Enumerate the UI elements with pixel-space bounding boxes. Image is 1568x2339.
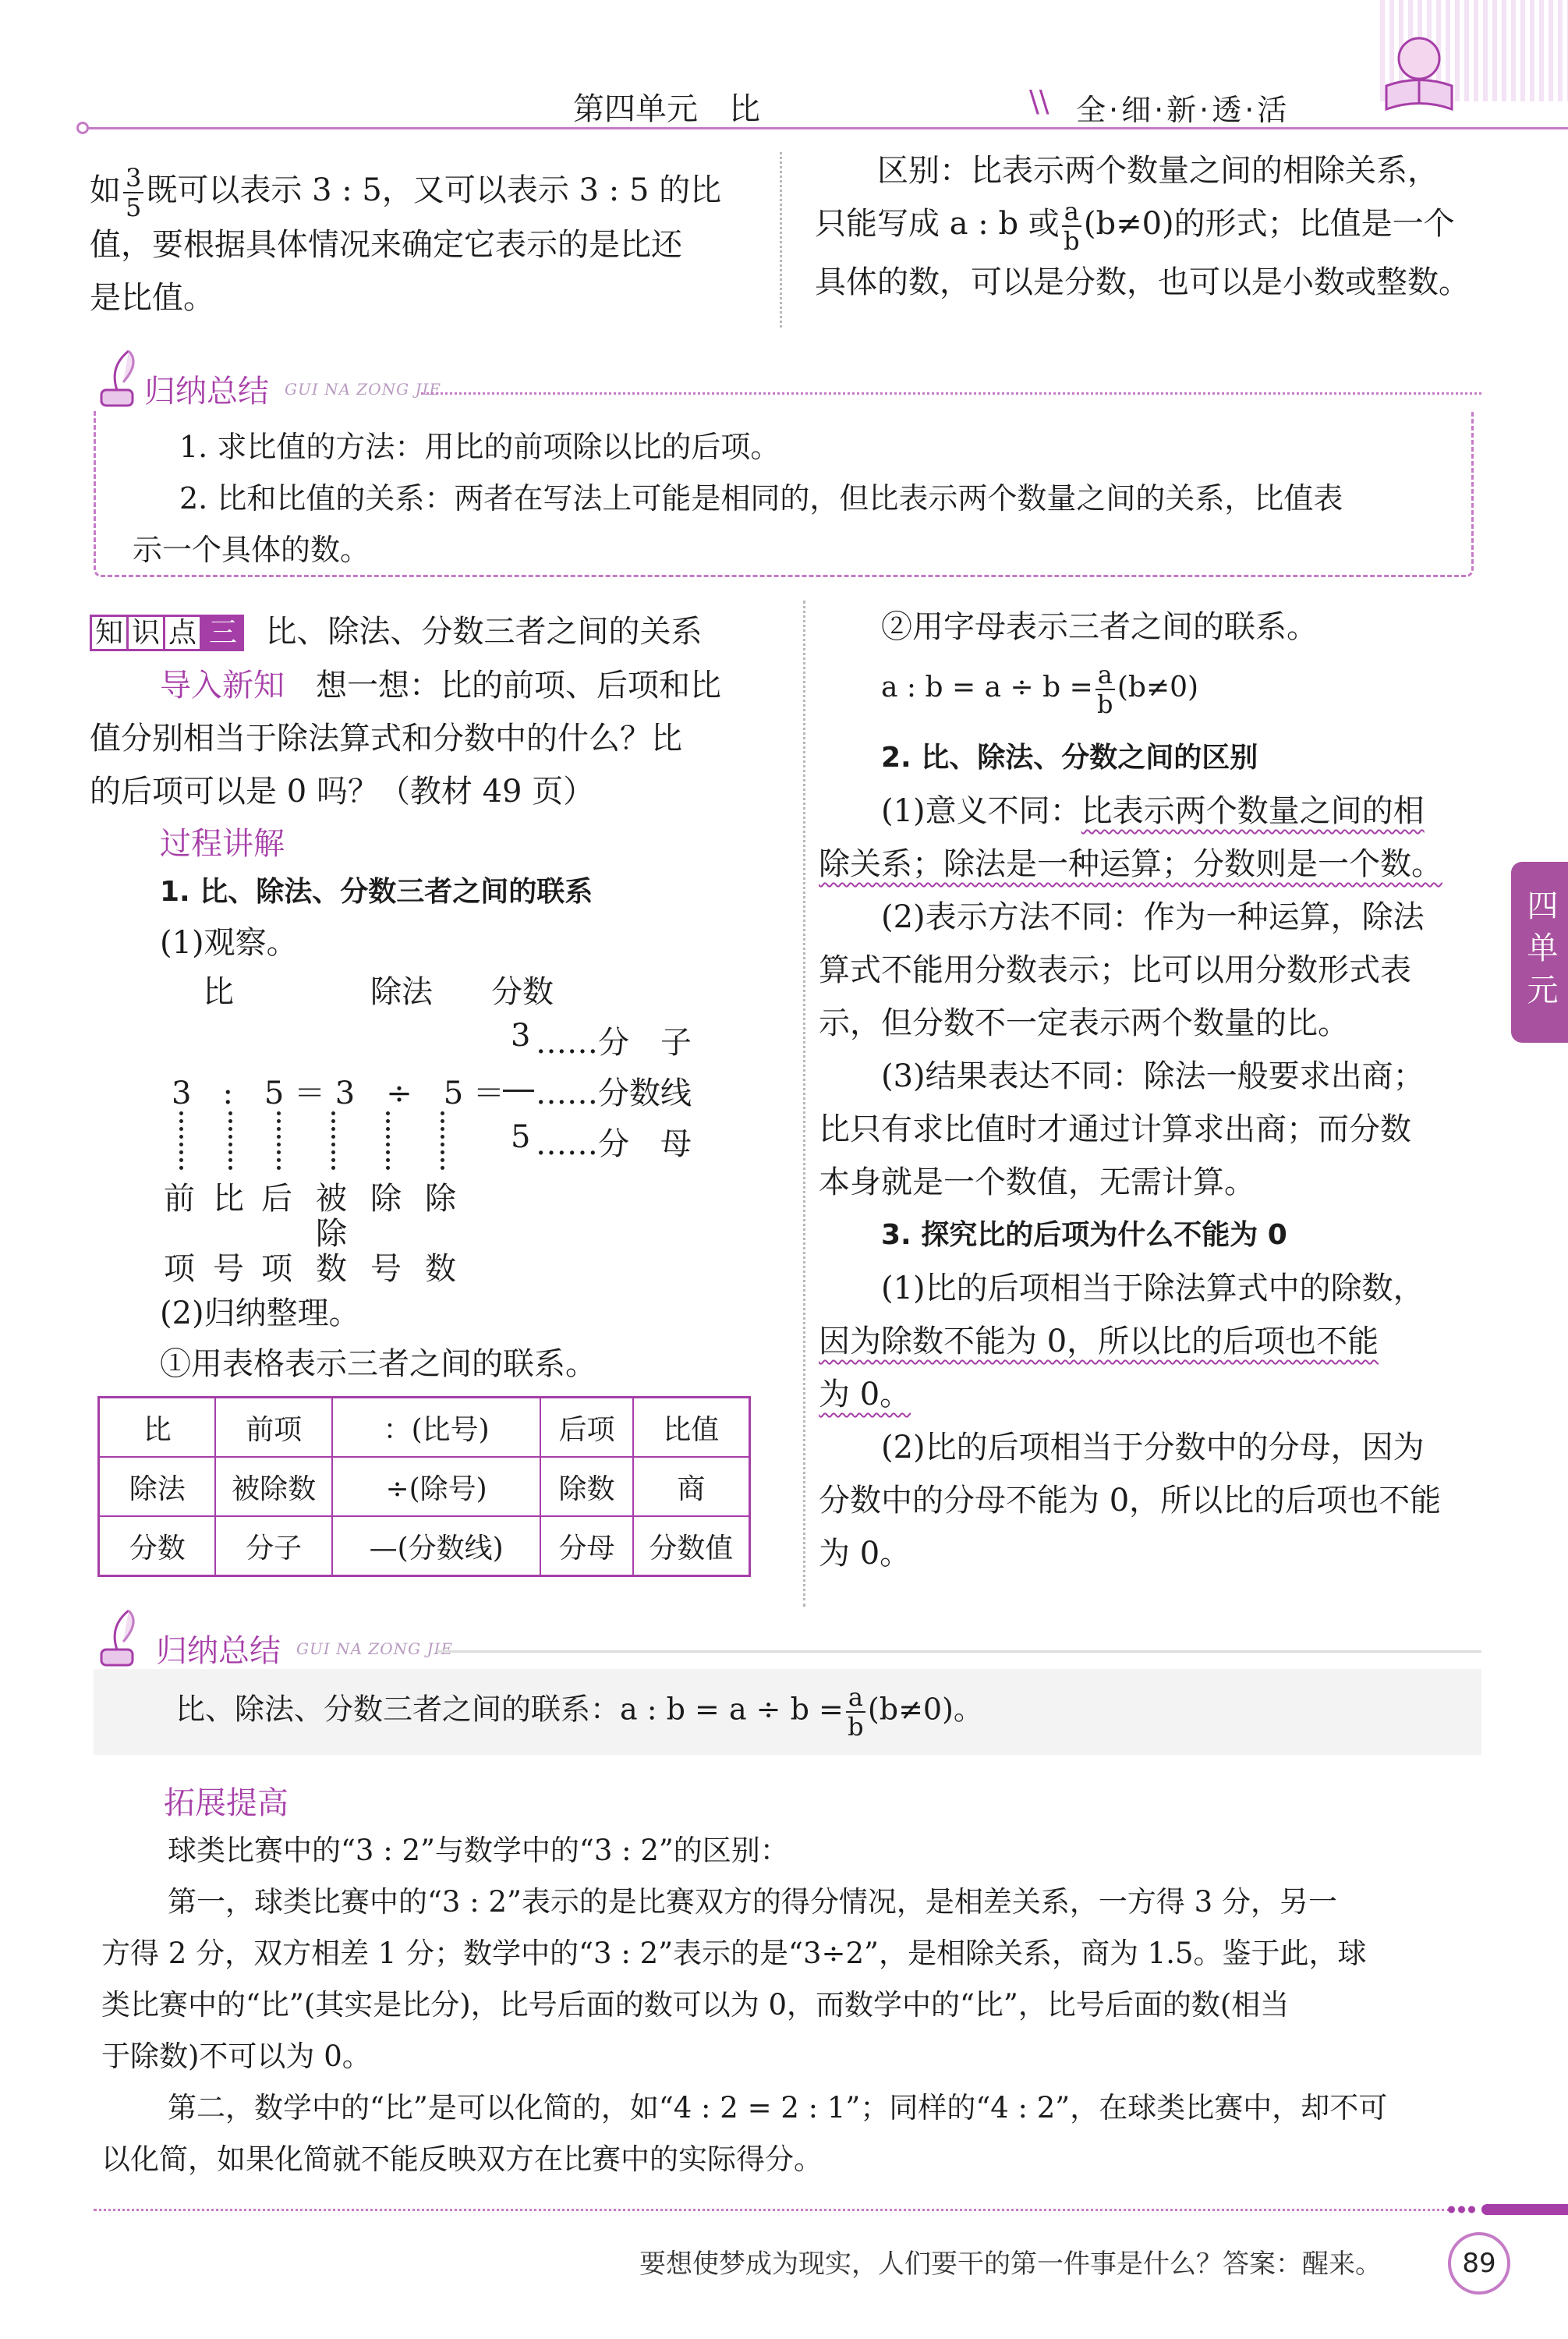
intro-block: 导入新知 想一想：比的前项、后项和比 值分别相当于除法算式和分数中的什么？比 的后项可以是 0 吗？（教材 49 页） <box>90 668 721 810</box>
right-column: ②用字母表示三者之间的联系。 a : b = a ÷ b = $\frac{a}{b}$ (b≠0) 2. 比、除法、分数之间的区别 (1)意义不同：比表示两个数量之间的相 除关系；除法是一种运算；分数则是一个数。 (2)表示方法不同：作为一种运算，除法 算式不能用分数表示；比可以用分数形式表 示，但分数不一定表示两个数量的比。 (3)结果表达不同：除法一般要求出商； 比只有求比值时才通过计算求出商；而分数 本身就是一个数值，无需计算。 3. 探究比的后项为什么不能为 0 (1)比的后项相当于除法算式中的除数， 因为除数不能为 0，所以比的后项也不能 为 0。 (2)比的后项相当于分数中的分母，因为 分数中的分母不能为 0，所以比的后项也不能 为 0。 <box>819 601 1509 1580</box>
diagram-part-bottom-3: 项 <box>261 1251 292 1287</box>
diagram-fraction-line <box>503 1090 534 1092</box>
column-divider-mid <box>803 601 805 1607</box>
diagram-num-bottom: 5 <box>511 1119 531 1155</box>
diagram-col-chufa: 除法 <box>370 974 433 1010</box>
diagram-part-bottom-1: 项 <box>164 1251 195 1287</box>
diagram-col-bi: 比 <box>203 974 234 1010</box>
diagram-part-bottom-4: 数 <box>316 1251 347 1287</box>
relation-diagram <box>160 967 776 1287</box>
slogan: 全·细·新·透·活 <box>1076 93 1290 127</box>
header-rule <box>86 127 1568 129</box>
diagram-part-bottom-2: 号 <box>213 1251 244 1287</box>
diagram-part-top-2: 比 <box>213 1181 244 1217</box>
diagram-part-top-4: 被 <box>316 1181 347 1217</box>
diagram-part-bottom-6: 数 <box>425 1251 456 1287</box>
diagram-part-top-6: 除 <box>425 1181 456 1217</box>
fraction-3-5: $\frac{3}{5}$ <box>123 165 143 220</box>
summary-1-subtitle: GUI NA ZONG JIE <box>285 380 442 399</box>
summary-1-title: 归纳总结 <box>144 374 269 409</box>
section-1-title: 1. 比、除法、分数三者之间的联系 <box>160 876 593 908</box>
knowledge-title: 比、除法、分数三者之间的关系 <box>265 614 703 650</box>
diagram-part-top-5: 除 <box>370 1181 402 1217</box>
table-row: 分数 分子 —(分数线) 分母 分数值 <box>99 1516 750 1576</box>
diagram-lbl-top: ……分 子 <box>536 1025 692 1061</box>
diagram-lbl-mid: ……分数线 <box>536 1076 692 1111</box>
extend-text: 球类比赛中的“3 : 2”与数学中的“3 : 2”的区别： 第一，球类比赛中的“3 : 2”表示的是比赛双方的得分情况，是相差关系，一方得 3 分，另一 方得 2 分，双方相差 1 分；数学中的“3 : 2”表示的是“3÷2”，是相除关系，商为 1.5。鉴于此，球 类比赛中的“比”(其实是比分)，比号后面的数可以为 0，而数学中的“比”，比号后面的数(相当 于除数)不可以为 0。 第二，数学中的“比”是可以化简的，如“4 : 2 = 2 : 1”；同样的“4 : 2”，在球类比赛中，却不可 以化简，如果化简就不能反映双方在比赛中的实际得分。 <box>101 1834 1388 2176</box>
summarize-label: (2)归纳整理。 <box>160 1295 360 1331</box>
diagram-part-mid: 除 <box>316 1216 347 1252</box>
summary-1-text: 1. 求比值的方法：用比的前项除以比的后项。 2. 比和比值的关系：两者在写法上可能是相同的，但比表示两个数量之间的关系，比值表 示一个具体的数。 <box>133 430 1343 567</box>
slogan-mark: \\ <box>1029 84 1049 119</box>
summary-2-subtitle: GUI NA ZONG JIE <box>296 1639 454 1658</box>
table-row: 比 前项 ：(比号) 后项 比值 <box>99 1398 750 1458</box>
summary-2-header <box>94 1622 1481 1669</box>
diagram-col-fenshu: 分数 <box>491 974 554 1010</box>
formula-letters: a : b = a ÷ b = $\frac{a}{b}$ (b≠0) <box>881 660 1199 719</box>
process-label: 过程讲解 <box>160 826 285 862</box>
footer-riddle: 要想使梦成为现实，人们要干的第一件事是什么？答案：醒来。 <box>639 2249 1382 2280</box>
column-divider-top <box>780 152 782 328</box>
knowledge-tag: 知 识 点 三 <box>90 615 253 651</box>
quill-ink-icon <box>94 1607 148 1669</box>
summary-1-header <box>94 363 1481 409</box>
page-header <box>0 78 1568 125</box>
diagram-num-top: 3 <box>511 1018 531 1054</box>
top-right-text: 区别：比表示两个数量之间的相除关系， 只能写成 a : b 或 $\frac{a}{b}$ (b≠0)的形式；比值是一个 具体的数，可以是分数，也可以是小数或整数。 <box>815 153 1470 300</box>
header-rule-dot <box>76 122 89 134</box>
diagram-part-bottom-5: 号 <box>370 1251 402 1287</box>
summary-2-title: 归纳总结 <box>156 1633 281 1669</box>
fraction-a-b: $\frac{a}{b}$ <box>1062 199 1081 253</box>
unit-side-tab: 四单元 <box>1511 862 1568 1043</box>
diagram-part-top-1: 前 <box>164 1181 195 1217</box>
top-left-text: 如 $\frac{3}{5}$ 既可以表示 3 : 5，又可以表示 3 : 5 的比 值，要根据具体情况来确定它表示的是比还 是比值。 <box>90 163 722 316</box>
page-number: 89 <box>1448 2232 1510 2295</box>
diagram-lbl-bottom: ……分 母 <box>536 1126 692 1162</box>
unit-title: 第四单元 比 <box>573 91 760 127</box>
diagram-part-top-3: 后 <box>261 1181 292 1217</box>
summary-2-text: 比、除法、分数三者之间的联系：a : b = a ÷ b = $\frac{a}{b}$ (b≠0)。 <box>175 1682 983 1742</box>
table-intro: ①用表格表示三者之间的联系。 <box>160 1346 596 1382</box>
summary-2-box <box>94 1669 1481 1755</box>
quill-ink-icon <box>94 347 148 409</box>
knowledge-heading <box>90 607 703 650</box>
footer-dots <box>1446 2206 1478 2213</box>
footer-bar <box>1481 2204 1568 2215</box>
extend-label: 拓展提高 <box>164 1785 288 1821</box>
relation-table <box>97 1396 751 1577</box>
observe-label: (1)观察。 <box>160 925 298 961</box>
table-row: 除法 被除数 ÷(除号) 除数 商 <box>99 1457 750 1516</box>
diagram-expr: 3 : 5 ＝ 3 ÷ 5 ＝ <box>172 1076 504 1111</box>
intro-label: 导入新知 <box>160 668 285 703</box>
footer-rule <box>94 2209 1450 2211</box>
